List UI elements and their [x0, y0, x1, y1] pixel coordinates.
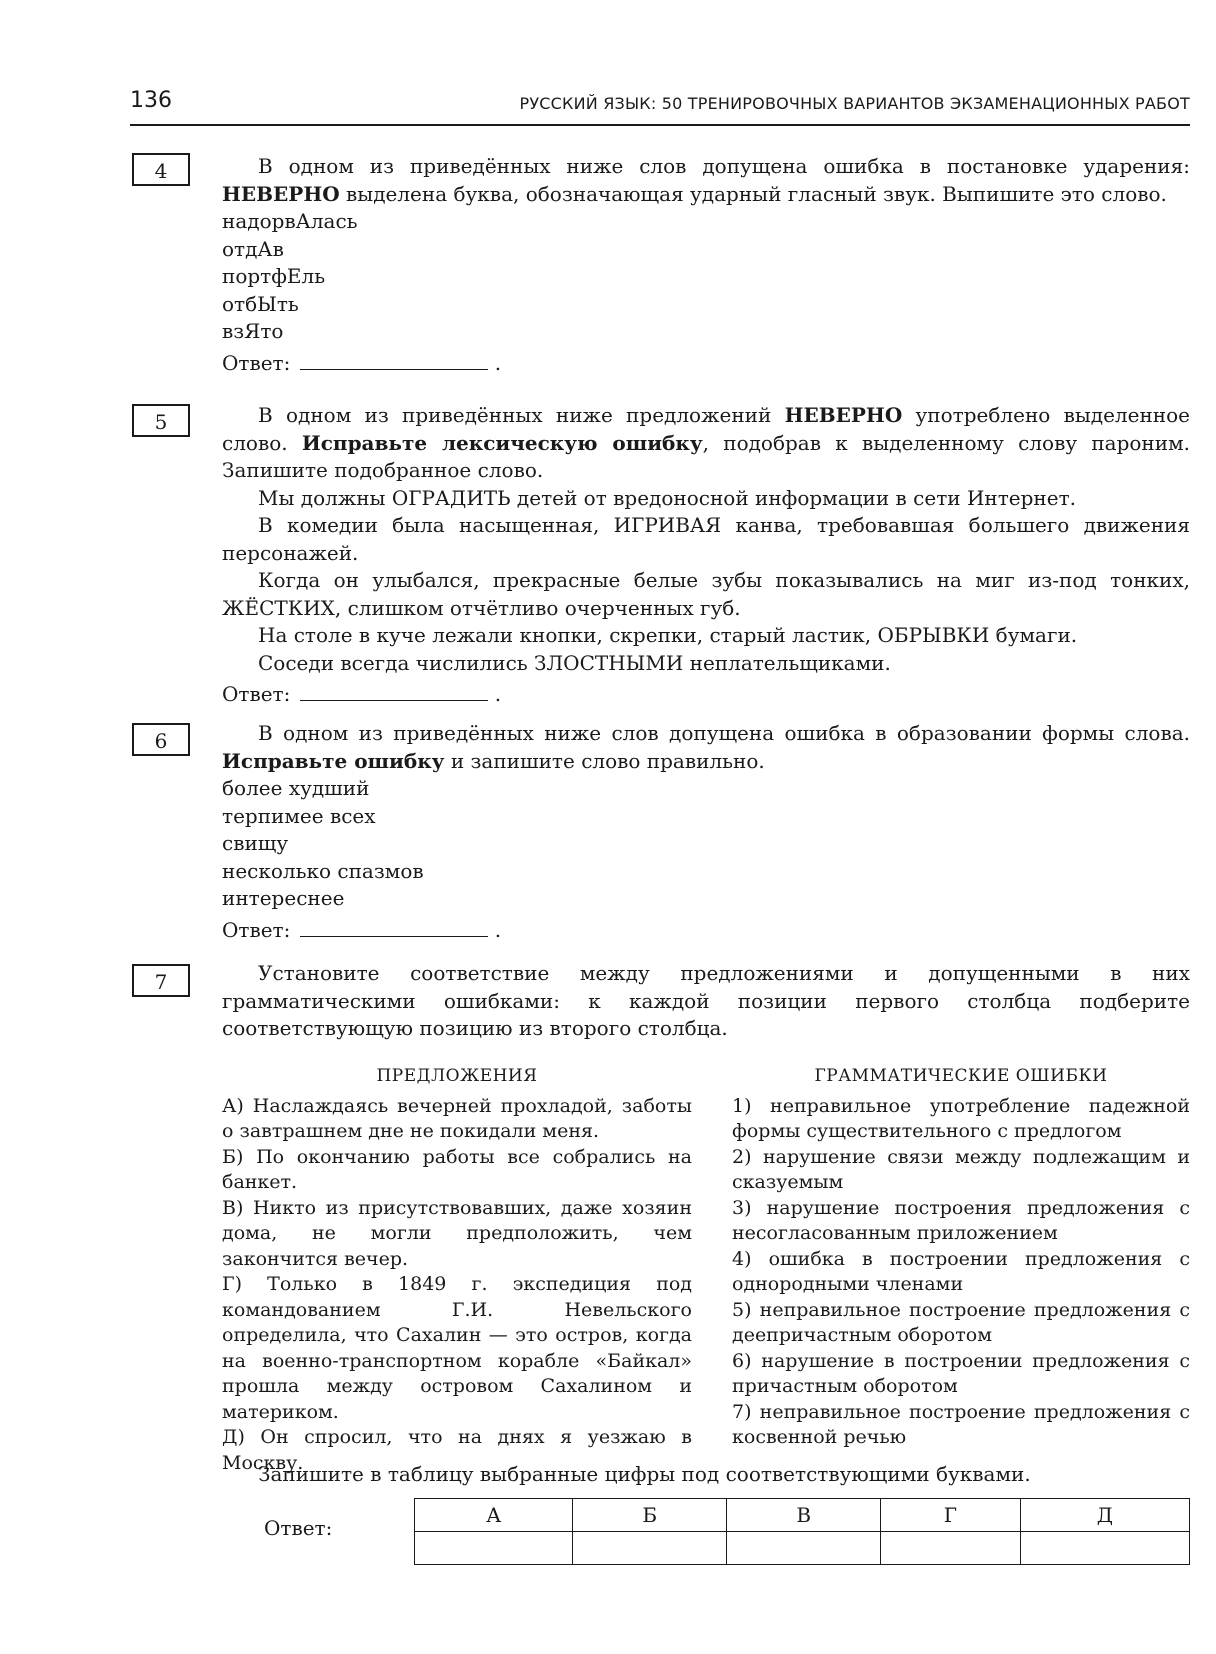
task-4	[222, 153, 1190, 377]
sentence-option: Соседи всегда числились ЗЛОСТНЫМИ неплательщиками.	[258, 650, 891, 675]
answer-cell-b[interactable]	[573, 1532, 727, 1565]
question-number-4: 4	[132, 153, 190, 186]
sentence-item: Б) По окончанию работы все собрались на банкет.	[222, 1145, 692, 1193]
answer-label: Ответ:	[222, 682, 291, 706]
sentence-item: Г) Только в 1849 г. экспедиция под командованием Г.И. Невельского определила, что Сахалин — это остров, когда на военно-транспортном корабле «Байкал» прошла между островом Сахалином и материком.	[222, 1273, 692, 1423]
sentence-item: В) Никто из присутствовавших, даже хозяин дома, не могли предположить, чем закончится вечер.	[222, 1196, 692, 1270]
task-5-text-c: употреблено выделенное слово.	[222, 403, 1191, 455]
sentence-option: Когда он улыбался, прекрасные белые зубы показывались на миг из-под тонких, ЖЁСТКИХ, слишком отчётливо очерченных губ.	[222, 568, 1190, 620]
sentences-column-header: ПРЕДЛОЖЕНИЯ	[376, 1066, 538, 1086]
answer-table-header-cell: В	[727, 1499, 881, 1532]
task-5-instruction	[222, 402, 1190, 485]
page-header	[130, 86, 1190, 126]
task-5	[222, 402, 1190, 709]
errors-column	[732, 1064, 1190, 1451]
answer-table	[414, 1498, 1190, 1565]
answer-row-4: Ответ: .	[222, 350, 502, 375]
answer-cell-g[interactable]	[881, 1532, 1021, 1565]
task-6	[222, 720, 1190, 944]
question-number-5: 5	[132, 404, 190, 437]
answer-table-header-cell: Д	[1020, 1499, 1189, 1532]
task-4-text-bold: НЕВЕРНО	[222, 181, 340, 206]
answer-row-6: Ответ: .	[222, 917, 502, 942]
word-option: терпимее всех	[222, 803, 376, 828]
answer-table-input-row	[415, 1532, 1190, 1565]
page-number: 136	[130, 88, 172, 113]
task-4-instruction	[222, 153, 1190, 208]
word-option: несколько спазмов	[222, 858, 424, 883]
task-5-text-bold-2: Исправьте лексическую ошибку	[301, 430, 703, 455]
task-5-text-bold-1: НЕВЕРНО	[784, 403, 903, 427]
answer-field-6[interactable]	[300, 918, 488, 937]
error-item: 4) ошибка в построении предложения с однородными членами	[732, 1247, 1190, 1295]
answer-label-7: Ответ:	[264, 1516, 333, 1540]
error-item: 7) неправильное построение предложения с косвенной речью	[732, 1400, 1190, 1448]
answer-field-5[interactable]	[300, 682, 488, 701]
task-4-text-a: В одном из приведённых ниже слов допущена ошибка в постановке ударения:	[258, 154, 1190, 178]
answer-label: Ответ:	[222, 917, 291, 942]
task-7-instruction: Установите соответствие между предложениями и допущенными в них грамматическими ошибками: к каждой позиции первого столбца подберите соответствующую позицию из второго столбца.	[222, 961, 1190, 1040]
task-7	[222, 960, 1190, 1043]
answer-cell-a[interactable]	[415, 1532, 573, 1565]
sentence-item: А) Наслаждаясь вечерней прохладой, заботы о завтрашнем дне не покидали меня.	[222, 1094, 692, 1142]
word-option: отбЫть	[222, 291, 299, 316]
question-number-6: 6	[132, 723, 190, 756]
sentence-option: Мы должны ОГРАДИТЬ детей от вредоносной информации в сети Интернет.	[258, 485, 1077, 510]
error-item: 5) неправильное построение предложения с деепричастным оборотом	[732, 1298, 1190, 1346]
task-5-text-a: В одном из приведённых ниже предложений	[258, 403, 785, 427]
sentence-option: На столе в куче лежали кнопки, скрепки, старый ластик, ОБРЫВКИ бумаги.	[258, 623, 1078, 647]
word-option: интереснее	[222, 886, 345, 910]
answer-table-header-cell: Б	[573, 1499, 727, 1532]
question-number-7: 7	[132, 964, 190, 997]
error-item: 2) нарушение связи между подлежащим и сказуемым	[732, 1145, 1190, 1193]
book-title: РУССКИЙ ЯЗЫК: 50 ТРЕНИРОВОЧНЫХ ВАРИАНТОВ ЭКЗАМЕНАЦИОННЫХ РАБОТ	[519, 94, 1190, 113]
answer-table-header-cell: Г	[881, 1499, 1021, 1532]
sentences-column	[222, 1064, 692, 1476]
sentence-item: Д) Он спросил, что на днях я уезжаю в Москву.	[222, 1426, 692, 1474]
answer-label: Ответ:	[222, 350, 291, 375]
answer-field-4[interactable]	[300, 351, 488, 370]
word-option: надорвАлась	[222, 209, 358, 233]
task-6-text-a: В одном из приведённых ниже слов допущена ошибка в образовании формы слова.	[258, 721, 1190, 745]
task-5-text-e: , подобрав к выделенному слову пароним. Запишите подобранное слово.	[222, 430, 1191, 482]
word-option: взЯто	[222, 319, 284, 343]
task-6-text-c: и запишите слово правильно.	[444, 748, 765, 773]
error-item: 1) неправильное употребление падежной формы существительного с предлогом	[732, 1094, 1190, 1142]
answer-table-header-cell: А	[415, 1499, 573, 1532]
error-item: 3) нарушение построения предложения с несогласованным приложением	[732, 1196, 1190, 1244]
answer-cell-d[interactable]	[1020, 1532, 1189, 1565]
task-4-text-c: выделена буква, обозначающая ударный гласный звук. Выпишите это слово.	[339, 181, 1167, 206]
task-6-instruction	[222, 720, 1190, 775]
answer-table-header-row	[415, 1499, 1190, 1532]
word-option: отдАв	[222, 236, 284, 261]
task-6-text-bold: Исправьте ошибку	[222, 748, 445, 773]
sentence-option: В комедии была насыщенная, ИГРИВАЯ канва, требовавшая большего движения персонажей.	[222, 513, 1190, 565]
error-item: 6) нарушение в построении предложения с причастным оборотом	[732, 1349, 1190, 1397]
answer-cell-v[interactable]	[727, 1532, 881, 1565]
word-option: более худший	[222, 776, 370, 800]
word-option: портфЕль	[222, 264, 326, 288]
errors-column-header: ГРАММАТИЧЕСКИЕ ОШИБКИ	[814, 1066, 1108, 1086]
word-option: свищу	[222, 831, 289, 855]
answer-row-5: Ответ: .	[222, 682, 502, 706]
table-instruction: Запишите в таблицу выбранные цифры под соответствующими буквами.	[258, 1462, 1031, 1486]
